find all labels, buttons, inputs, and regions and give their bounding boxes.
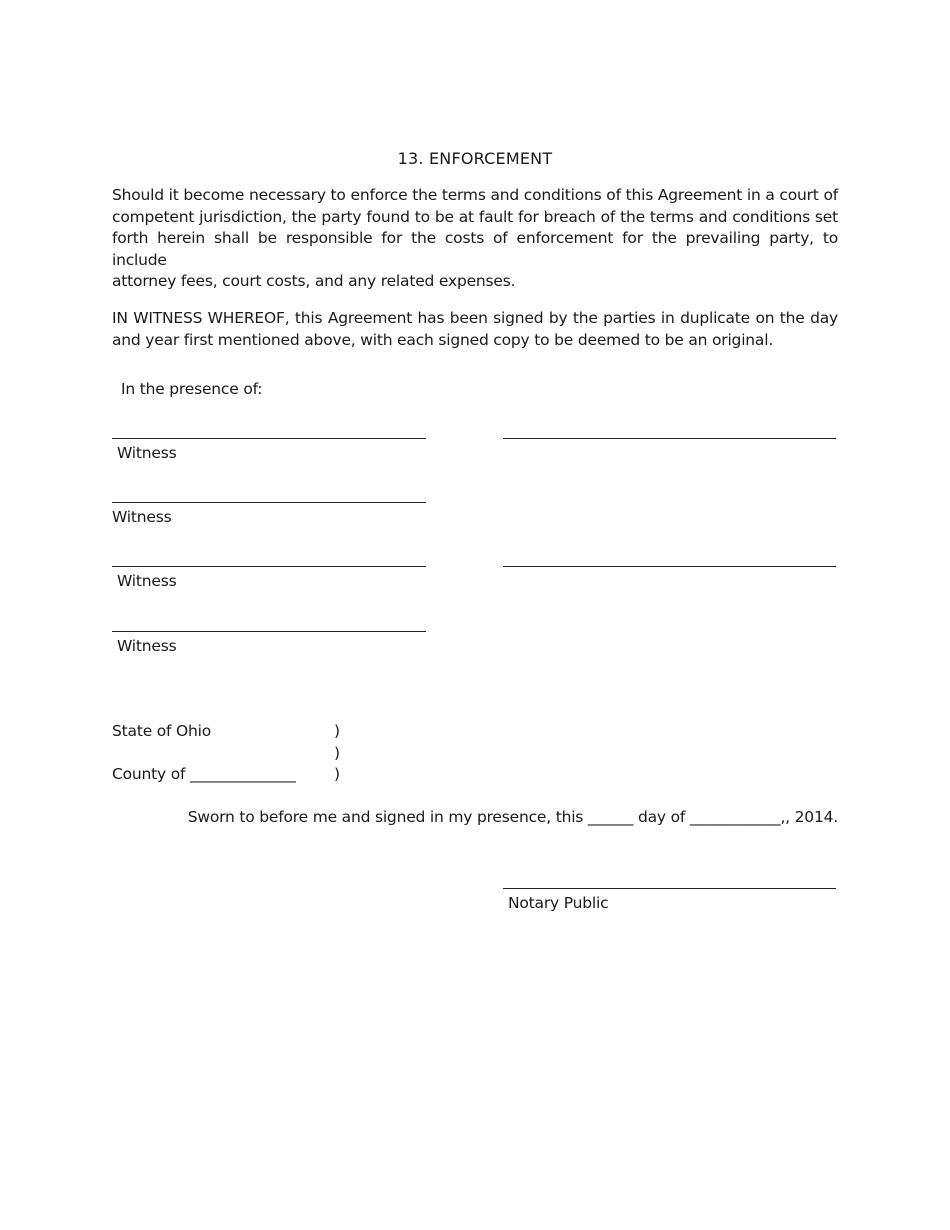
notary-label: Notary Public — [508, 894, 609, 912]
enforcement-line-3: forth herein shall be responsible for the costs of enforcement for the prevailing party, to include — [112, 229, 838, 269]
witness-label-4: Witness — [117, 637, 177, 655]
witness-label-2: Witness — [112, 508, 172, 526]
witness-label-1: Witness — [117, 444, 177, 462]
enforcement-line-2: competent jurisdiction, the party found to be at fault for breach of the terms and conditions set — [112, 207, 838, 226]
witness-whereof-paragraph — [112, 308, 838, 351]
county-label: County of ______________ — [112, 765, 296, 783]
enforcement-paragraph — [112, 185, 838, 293]
witness-signature-line-1[interactable] — [112, 438, 426, 439]
paren-2: ) — [334, 744, 340, 762]
notary-signature-line[interactable] — [503, 888, 836, 889]
witness-signature-line-3[interactable] — [112, 566, 426, 567]
party-signature-line-1[interactable] — [503, 438, 836, 439]
presence-label: In the presence of: — [121, 380, 263, 398]
paren-1: ) — [334, 722, 340, 740]
witness-signature-line-4[interactable] — [112, 631, 426, 632]
party-signature-line-2[interactable] — [503, 566, 836, 567]
enforcement-line-1: Should it become necessary to enforce the terms and conditions of this Agreement in a court of — [112, 186, 838, 204]
section-heading: 13. ENFORCEMENT — [397, 149, 553, 168]
state-label: State of Ohio — [112, 722, 212, 740]
witness-label-3: Witness — [117, 572, 177, 590]
witness-whereof-line-2: and year first mentioned above, with each signed copy to be deemed to be an original. — [112, 330, 774, 349]
witness-whereof-line-1: IN WITNESS WHEREOF, this Agreement has been signed by the parties in duplicate on the day — [112, 309, 838, 327]
witness-signature-line-2[interactable] — [112, 502, 426, 503]
paren-3: ) — [334, 765, 340, 783]
sworn-statement: Sworn to before me and signed in my presence, this ______ day of ____________,, 2014. — [187, 808, 838, 826]
enforcement-line-4: attorney fees, court costs, and any related expenses. — [112, 272, 516, 290]
